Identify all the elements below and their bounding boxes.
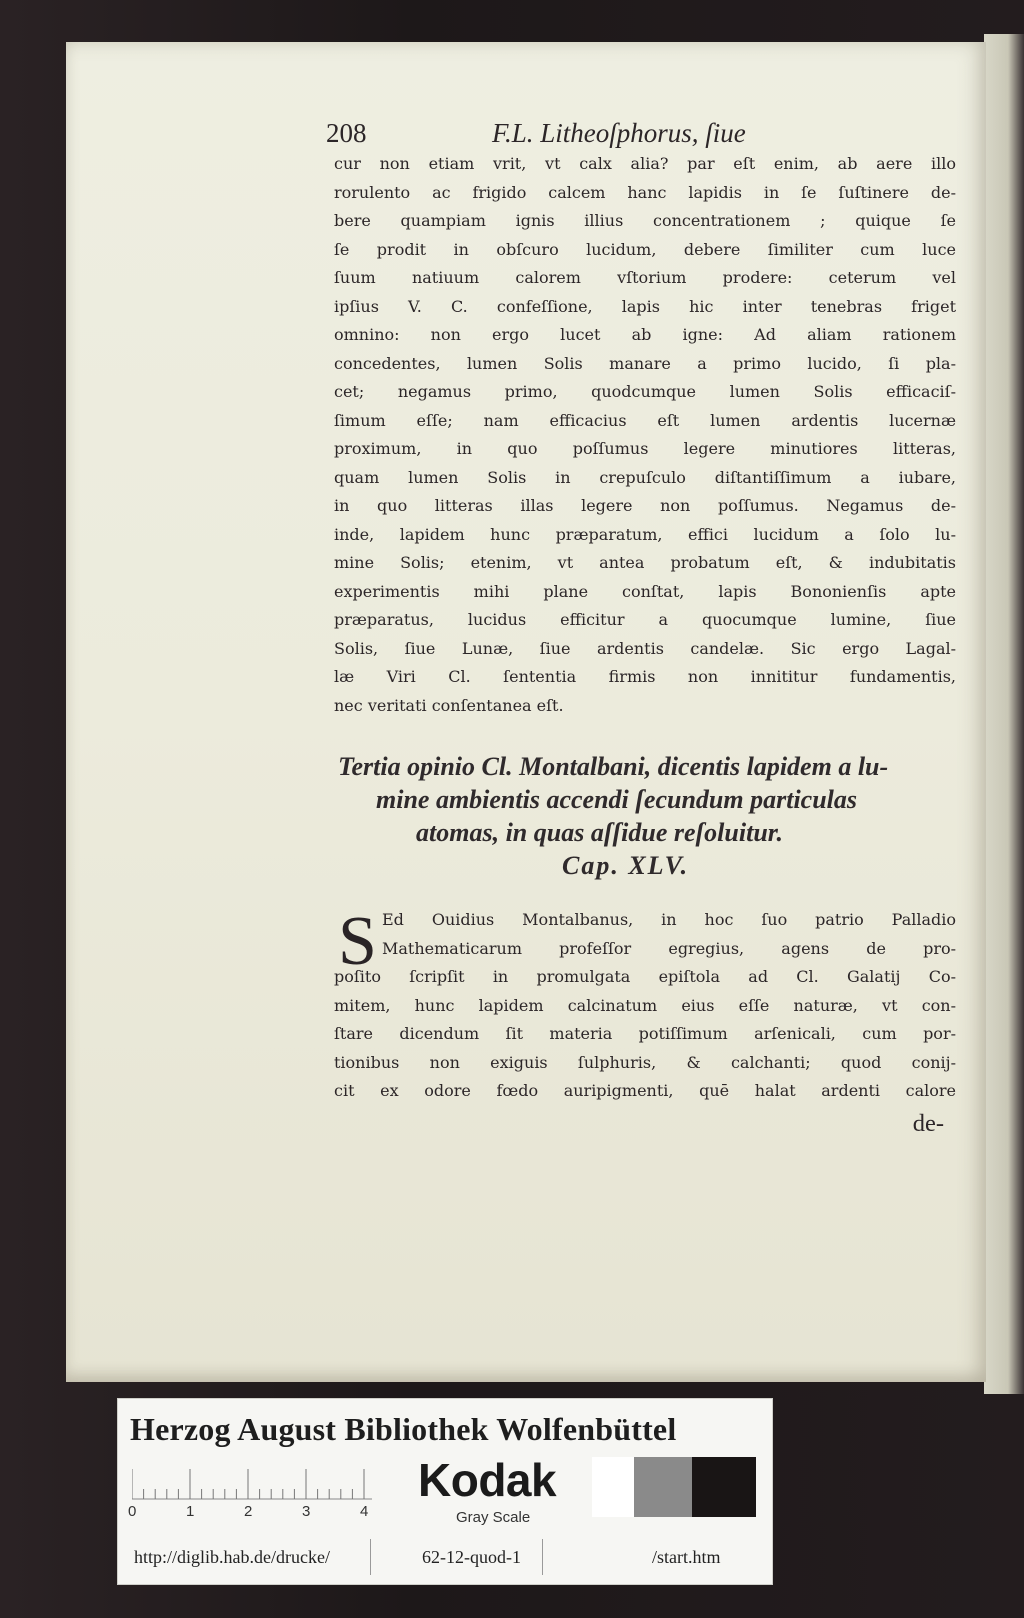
library-label-card bbox=[117, 1398, 773, 1585]
page-text-block bbox=[326, 114, 956, 1138]
text-line: Solis, ſiue Lunæ, ſiue ardentis candelæ. Sic ergo Lagal- bbox=[334, 638, 956, 658]
url-prefix: http://diglib.hab.de/drucke/ bbox=[134, 1547, 330, 1567]
gray-patch-mid bbox=[634, 1457, 692, 1517]
text-line: concedentes, lumen Solis manare a primo lucido, ſi pla- bbox=[334, 353, 956, 373]
ruler-number: 3 bbox=[302, 1503, 311, 1520]
chapter-heading-line: atomas, in quas aſſidue reſoluitur. bbox=[416, 818, 783, 847]
gray-scale-label: Gray Scale bbox=[456, 1509, 531, 1526]
chapter-heading-line: mine ambientis accendi ſecundum particulas bbox=[376, 785, 858, 814]
ruler-number: 2 bbox=[244, 1503, 253, 1520]
kodak-logo: Kodak bbox=[418, 1454, 557, 1506]
text-line: ſtare dicendum ſit materia potiſſimum arſenicali, cum por- bbox=[334, 1024, 956, 1043]
text-line: tionibus non exiguis ſulphuris, & calchanti; quod conij- bbox=[334, 1052, 956, 1072]
text-line: Ed Ouidius Montalbanus, in hoc ſuo patrio Palladio bbox=[382, 910, 956, 929]
text-line: poſito ſcripſit in promulgata epiſtola ad Cl. Galatij Co- bbox=[334, 967, 956, 986]
text-line: bere quampiam ignis illius concentrationem ; quique ſe bbox=[334, 211, 956, 230]
drop-cap: S bbox=[338, 903, 377, 980]
text-line: cit ex odore fœdo auripigmenti, quē halat ardenti calore bbox=[334, 1081, 956, 1100]
url-suffix: /start.htm bbox=[652, 1547, 721, 1567]
text-line: experimentis mihi plane conſtat, lapis Bononienſis apte bbox=[334, 581, 956, 601]
ruler-number: 1 bbox=[186, 1503, 195, 1520]
text-line: Mathematicarum profeſſor egregius, agens de pro- bbox=[382, 938, 956, 958]
text-line: in quo litteras illas legere non poſſumus. Negamus de- bbox=[334, 496, 956, 515]
text-line: mitem, hunc lapidem calcinatum eius eſſe naturæ, vt con- bbox=[334, 995, 956, 1015]
ruler-number: 4 bbox=[360, 1503, 369, 1520]
library-name: Herzog August Bibliothek Wolfenbüttel bbox=[130, 1411, 677, 1447]
chapter-number: Cap. XLV. bbox=[562, 851, 690, 880]
paragraph-2 bbox=[334, 903, 956, 1138]
scale-ruler bbox=[132, 1465, 372, 1501]
text-line: omnino: non ergo lucet ab igne: Ad aliam rationem bbox=[334, 325, 956, 344]
running-title: F.L. Litheoſphorus, ſiue bbox=[492, 118, 746, 148]
text-line: ſuum natiuum calorem vſtorium prodere: ceterum vel bbox=[334, 268, 956, 287]
text-line: præparatus, lucidus efficitur a quocumque lumine, ſiue bbox=[334, 610, 956, 629]
paragraph-1 bbox=[334, 154, 956, 724]
ruler-number: 0 bbox=[128, 1503, 137, 1520]
text-line: inde, lapidem hunc præparatum, effici lucidum a ſolo lu- bbox=[334, 524, 956, 544]
text-line: proximum, in quo poſſumus legere minutiores litteras, bbox=[334, 439, 956, 458]
text-line: nec veritati conſentanea eſt. bbox=[334, 695, 564, 715]
text-line: ipſius V. C. confeſſione, lapis hic inter tenebras friget bbox=[334, 296, 956, 316]
text-line: cur non etiam vrit, vt calx alia? par eſt enim, ab aere illo bbox=[334, 154, 956, 173]
catchword: de- bbox=[912, 1109, 944, 1137]
gray-patch-black bbox=[692, 1457, 756, 1517]
url-divider bbox=[370, 1539, 371, 1575]
text-line: læ Viri Cl. ſententia firmis non innititur fundamentis, bbox=[334, 667, 956, 686]
gray-patch-white bbox=[592, 1457, 634, 1517]
chapter-heading-line: Tertia opinio Cl. Montalbani, dicentis lapidem a lu- bbox=[338, 752, 889, 781]
next-page-edge bbox=[984, 34, 1024, 1394]
text-line: mine Solis; etenim, vt antea probatum eſt, & indubitatis bbox=[334, 553, 956, 572]
text-line: cet; negamus primo, quodcumque lumen Solis efficaciſ- bbox=[334, 382, 956, 401]
chapter-heading bbox=[334, 750, 956, 882]
text-line: ſe prodit in obſcuro lucidum, debere ſimiliter cum luce bbox=[334, 239, 956, 259]
page-header bbox=[326, 114, 956, 154]
text-line: rorulento ac frigido calcem hanc lapidis in ſe ſuſtinere de- bbox=[334, 182, 956, 202]
page-number: 208 bbox=[326, 118, 367, 148]
url-id: 62-12-quod-1 bbox=[422, 1547, 521, 1567]
text-line: quam lumen Solis in crepuſculo diſtantiſſimum a iubare, bbox=[334, 467, 956, 487]
text-line: ſimum eſſe; nam efficacius eſt lumen ardentis lucernæ bbox=[334, 410, 956, 430]
url-divider bbox=[542, 1539, 543, 1575]
